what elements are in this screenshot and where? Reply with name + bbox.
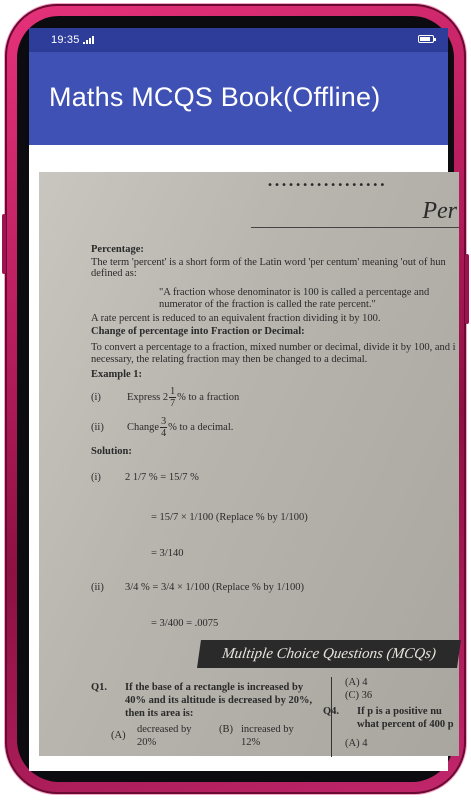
battery-icon: [418, 35, 434, 43]
q-option: (A) 4: [345, 738, 368, 749]
text-line: The term 'percent' is a short form of the Latin word 'per centum' meaning 'out of hun: [91, 257, 446, 268]
page-rule: [251, 227, 459, 228]
example-ii-fraction: [160, 416, 167, 439]
q1-option-a-label: (A): [111, 730, 126, 741]
q1-text: If the base of a rectangle is increased by: [125, 682, 304, 693]
q1-option-b: increased by: [241, 724, 294, 735]
quote-line: numerator of the fraction is called the rate percent.": [159, 299, 376, 310]
status-time: 19:35: [51, 34, 80, 46]
chapter-title: Per: [422, 198, 457, 224]
heading-percentage: Percentage:: [91, 244, 144, 255]
solution-ii-line: = 3/400 = .0075: [151, 618, 219, 629]
solution-heading: Solution:: [91, 446, 132, 457]
q-option: (A) 4: [345, 677, 368, 688]
solution-i-line: = 3/140: [151, 548, 184, 559]
q1-text: then its area is:: [125, 708, 194, 719]
example-heading: Example 1:: [91, 369, 143, 380]
example-i: [127, 386, 239, 409]
fraction-denominator: 7: [170, 398, 176, 409]
q1-option-b-label: (B): [219, 724, 233, 735]
q4-text: what percent of 400 p: [357, 719, 454, 730]
mcq-banner: Multiple Choice Questions (MCQs): [197, 640, 461, 668]
q1-label: Q1.: [91, 682, 108, 693]
text-line: To convert a percentage to a fraction, mixed number or decimal, divide it by 100, and i: [91, 342, 456, 353]
heading-change: Change of percentage into Fraction or Decimal:: [91, 326, 305, 337]
fraction-numerator: 3: [161, 416, 167, 427]
phone-screen: [29, 28, 457, 771]
q4-text: If p is a positive nu: [357, 706, 442, 717]
power-button: [465, 254, 469, 324]
phone-frame: [5, 4, 466, 794]
solution-i-line: = 15/7 × 1/100 (Replace % by 1/100): [151, 512, 308, 523]
content-area[interactable]: [29, 145, 457, 771]
signal-icon: [83, 36, 94, 44]
volume-button: [2, 214, 6, 274]
quote-line: "A fraction whose denominator is 100 is called a percentage and: [159, 287, 430, 298]
fraction-numerator: 1: [170, 386, 176, 397]
example-ii: [127, 416, 233, 439]
q4-label: Q4.: [323, 706, 340, 717]
example-i-number: (i): [91, 392, 101, 403]
q1-option-a: decreased by: [137, 724, 192, 735]
text-line: defined as:: [91, 268, 137, 279]
solution-ii-number: (ii): [91, 582, 104, 593]
page-dots: •••••••••••••••••: [267, 180, 387, 191]
status-bar: [29, 28, 448, 52]
q1-text: 40% and its altitude is decreased by 20%,: [125, 695, 313, 706]
solution-ii-line: 3/4 % = 3/4 × 1/100 (Replace % by 1/100): [125, 582, 304, 593]
text-line: necessary, the relating fraction may then be changed to a decimal.: [91, 354, 368, 365]
example-ii-text: Change: [127, 421, 160, 433]
example-ii-tail: % to a decimal.: [168, 421, 234, 433]
book-page-image[interactable]: [39, 172, 459, 756]
text-line: A rate percent is reduced to an equivalent fraction dividing it by 100.: [91, 313, 381, 324]
solution-i-line: 2 1/7 % = 15/7 %: [125, 472, 199, 483]
example-i-tail: % to a fraction: [177, 391, 240, 403]
q-option: (C) 36: [345, 690, 373, 701]
q1-option-b: 12%: [241, 737, 261, 748]
app-bar: [29, 52, 448, 145]
solution-i-number: (i): [91, 472, 101, 483]
example-i-text: Express 2: [127, 391, 169, 403]
q1-option-a: 20%: [137, 737, 157, 748]
example-i-fraction: [169, 386, 176, 409]
example-ii-number: (ii): [91, 422, 104, 433]
fraction-denominator: 4: [161, 428, 167, 439]
app-title: Maths MCQS Book(Offline): [49, 82, 381, 112]
